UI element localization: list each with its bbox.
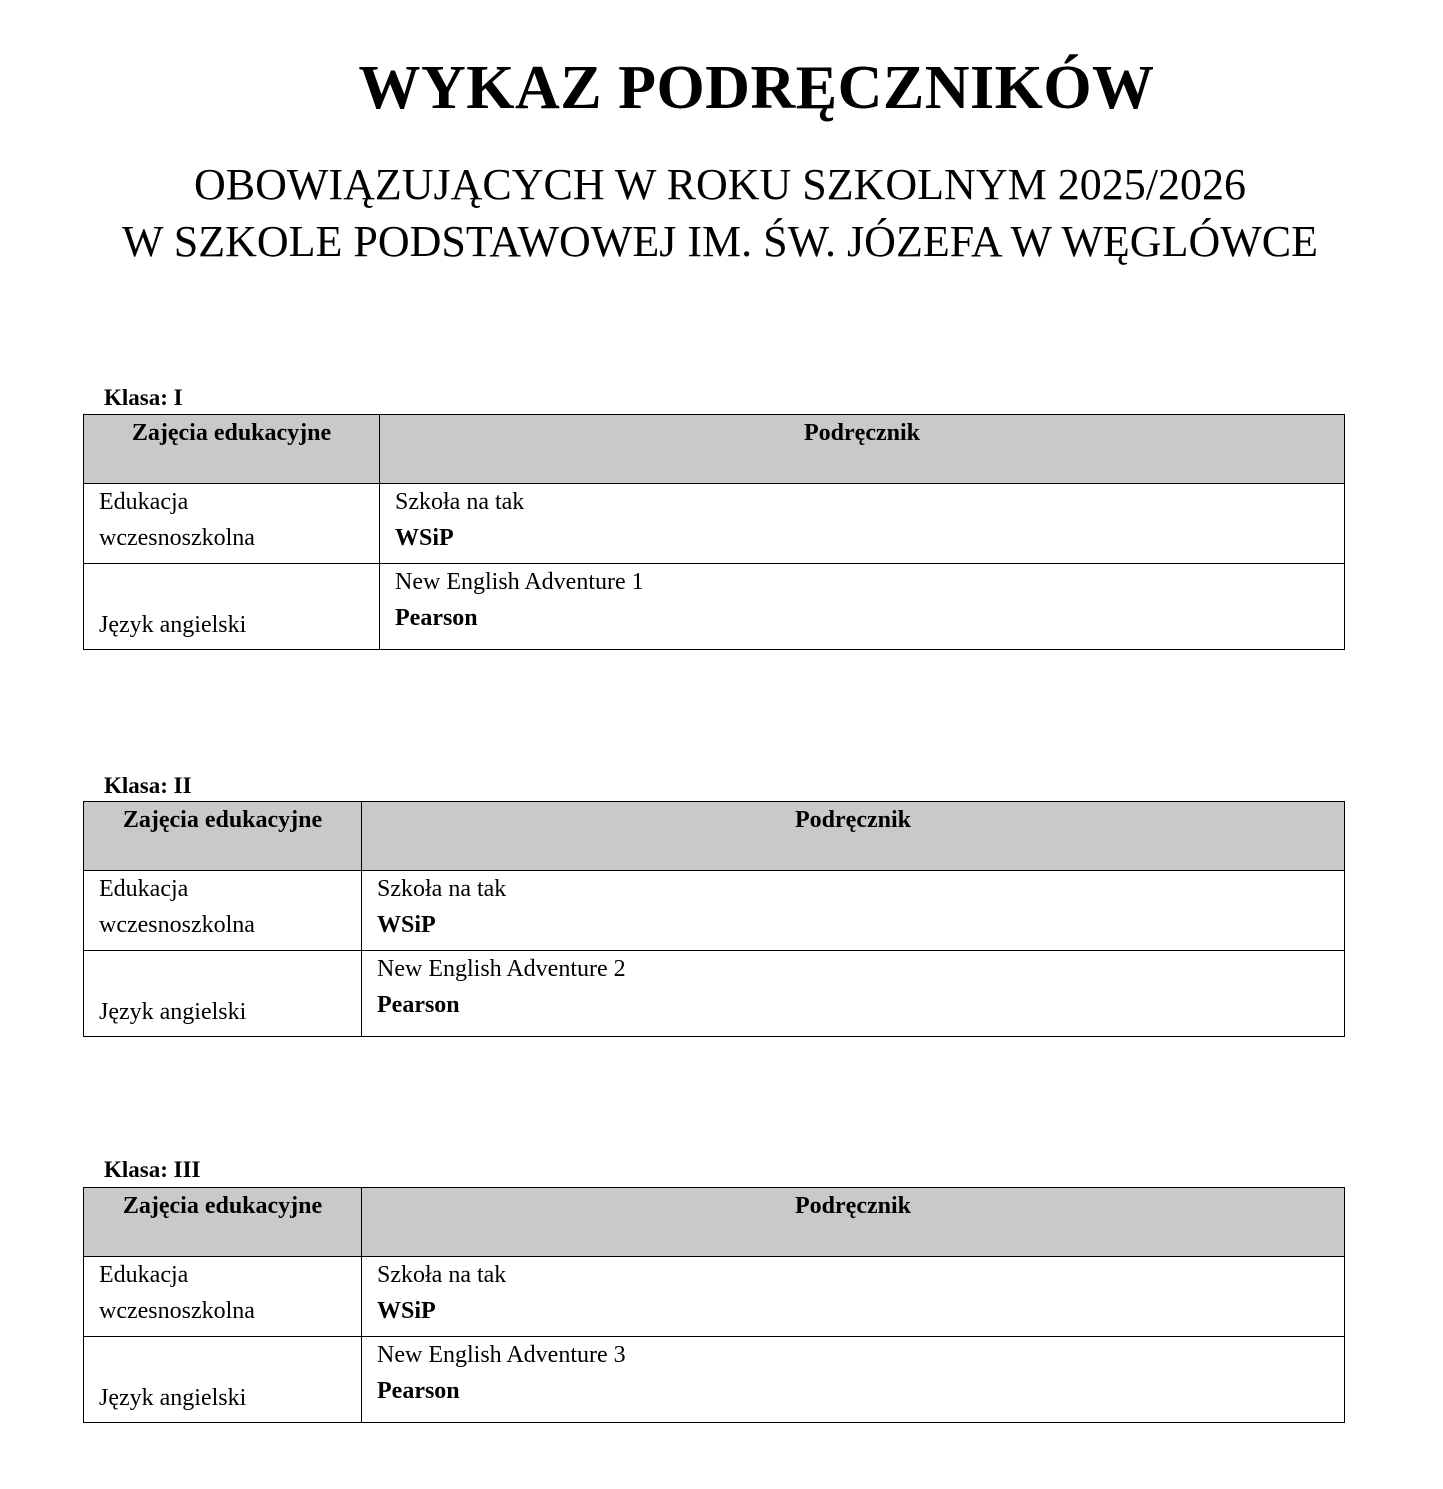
table-header-row <box>84 1188 1345 1257</box>
subject-line1: Język angielski <box>99 1385 247 1411</box>
textbook-table <box>83 801 1345 1037</box>
subject-cell <box>84 484 380 564</box>
subject-line1: Język angielski <box>99 612 247 638</box>
subject-line1: Edukacja <box>99 489 189 515</box>
subject-line2: wczesnoszkolna <box>99 912 255 938</box>
textbook-publisher: Pearson <box>377 1378 460 1404</box>
table-header-row <box>84 802 1345 871</box>
header-subject: Zajęcia edukacyjne <box>84 802 362 871</box>
header-textbook: Podręcznik <box>380 415 1345 484</box>
textbook-cell <box>362 951 1345 1037</box>
textbook-cell <box>380 564 1345 650</box>
table-row <box>84 564 1345 650</box>
textbook-publisher: Pearson <box>377 992 460 1018</box>
table-row <box>84 484 1345 564</box>
subject-line1: Edukacja <box>99 876 189 902</box>
subject-cell <box>84 564 380 650</box>
header-textbook: Podręcznik <box>362 802 1345 871</box>
textbook-title: New English Adventure 2 <box>377 956 626 982</box>
textbook-title: Szkoła na tak <box>377 876 507 902</box>
header-subject: Zajęcia edukacyjne <box>84 415 380 484</box>
subject-line1: Język angielski <box>99 999 247 1025</box>
textbook-cell <box>362 1337 1345 1423</box>
table-row <box>84 1337 1345 1423</box>
textbook-title: New English Adventure 3 <box>377 1342 626 1368</box>
textbook-table <box>83 414 1345 650</box>
textbook-cell <box>380 484 1345 564</box>
table-row <box>84 871 1345 951</box>
class-label: Klasa: II <box>104 773 192 798</box>
textbook-publisher: WSiP <box>377 1298 436 1324</box>
subject-line2: wczesnoszkolna <box>99 525 255 551</box>
header-textbook: Podręcznik <box>362 1188 1345 1257</box>
document-title: WYKAZ PODRĘCZNIKÓW <box>358 54 1155 122</box>
document-subtitle-line1: OBOWIĄZUJĄCYCH W ROKU SZKOLNYM 2025/2026 <box>194 160 1246 209</box>
textbook-title: Szkoła na tak <box>395 489 525 515</box>
subject-cell <box>84 1337 362 1423</box>
subject-cell <box>84 871 362 951</box>
textbook-title: Szkoła na tak <box>377 1262 507 1288</box>
header-subject: Zajęcia edukacyjne <box>84 1188 362 1257</box>
class-label: Klasa: I <box>104 385 183 410</box>
class-label: Klasa: III <box>104 1157 201 1182</box>
subject-line2: wczesnoszkolna <box>99 1298 255 1324</box>
textbook-table <box>83 1187 1345 1423</box>
textbook-title: New English Adventure 1 <box>395 569 644 595</box>
subject-cell <box>84 951 362 1037</box>
textbook-cell <box>362 1257 1345 1337</box>
table-row <box>84 1257 1345 1337</box>
subject-cell <box>84 1257 362 1337</box>
subject-line1: Edukacja <box>99 1262 189 1288</box>
textbook-publisher: Pearson <box>395 605 478 631</box>
textbook-cell <box>362 871 1345 951</box>
textbook-publisher: WSiP <box>395 525 454 551</box>
table-row <box>84 951 1345 1037</box>
document-subtitle-line2: W SZKOLE PODSTAWOWEJ IM. ŚW. JÓZEFA W WĘGLÓWCE <box>122 217 1318 266</box>
textbook-publisher: WSiP <box>377 912 436 938</box>
table-header-row <box>84 415 1345 484</box>
